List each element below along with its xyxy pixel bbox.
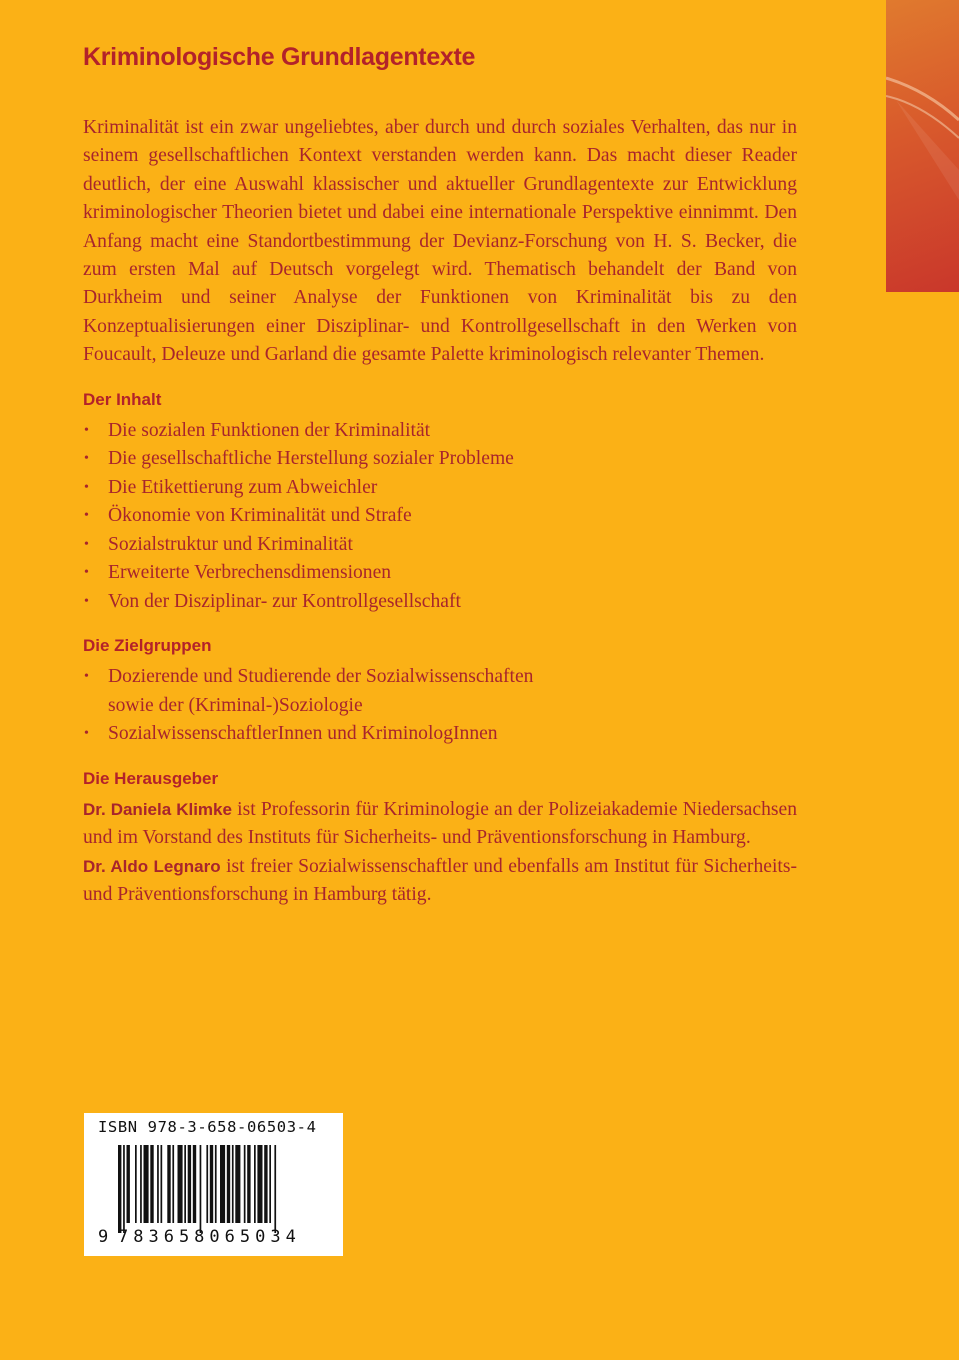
- barcode-bar: [235, 1145, 240, 1223]
- barcode-bar: [150, 1145, 153, 1223]
- barcode-bar: [232, 1145, 234, 1223]
- editor-name: Dr. Aldo Legnaro: [83, 856, 221, 876]
- barcode-bar: [123, 1145, 125, 1233]
- list-item: • Erweiterte Verbrechensdimensionen: [83, 559, 797, 588]
- isbn-label: ISBN 978-3-658-06503-4: [98, 1118, 317, 1136]
- list-item: • Dozierende und Studierende der Sozialwissenschaften: [83, 663, 797, 692]
- list-item-continuation: sowie der (Kriminal-)Soziologie: [108, 694, 363, 716]
- bullet-icon: •: [84, 669, 89, 685]
- barcode-bar: [178, 1145, 183, 1223]
- barcode-bar: [184, 1145, 186, 1223]
- zielgruppen-heading: Die Zielgruppen: [83, 636, 212, 656]
- bullet-icon: •: [84, 565, 89, 581]
- herausgeber-heading: Die Herausgeber: [83, 768, 219, 788]
- list-item: • Die sozialen Funktionen der Kriminalität: [83, 417, 797, 446]
- barcode-bar: [172, 1145, 174, 1223]
- list-item: • Von der Disziplinar- zur Kontrollgesellschaft: [83, 588, 797, 617]
- editor-bio-klimke: Dr. Daniela Klimke ist Professorin für Kriminologie an der Polizeiakademie Niedersachsen und im Vorstand des Instituts für Sicherheits- und Präventionsforschung in Hamburg.: [83, 798, 797, 849]
- barcode-bar: [210, 1145, 213, 1223]
- barcode-bar: [200, 1145, 202, 1233]
- list-item: • Sozialstruktur und Kriminalität: [83, 531, 797, 560]
- barcode-bar: [247, 1145, 250, 1223]
- list-item: • Die Etikettierung zum Abweichler: [83, 474, 797, 503]
- barcode-bar: [193, 1145, 196, 1223]
- barcode-bar: [244, 1145, 246, 1223]
- bullet-icon: •: [84, 508, 89, 524]
- bullet-icon: •: [84, 451, 89, 467]
- barcode-bar: [264, 1145, 267, 1223]
- isbn-barcode-box: [84, 1113, 343, 1256]
- barcode-bar: [269, 1145, 271, 1223]
- intro-paragraph: Kriminalität ist ein zwar ungeliebtes, aber durch und durch soziales Verhalten, das nur in seinem gesellschaftlichen Kontext verstanden werden kann. Das macht dieser Reader deutlich, der eine Auswahl klassischer und aktueller Grundlagentexte zur Entwicklung kriminologischer Theorien bietet und dabei eine internationale Perspektive einnimmt. Den Anfang macht eine Standortbestimmung der Devianz-Forschung von H. S. Becker, die zum ersten Mal auf Deutsch vorgelegt wird. Thematisch behandelt der Band von Durkheim und seiner Analyse der Funktionen von Kriminalität bis zu den Konzeptualisierungen einer Disziplinar- und Kontrollgesellschaft in den Werken von Foucault, Deleuze und Garland die gesamte Palette kriminologisch relevanter Themen.: [83, 117, 797, 366]
- bullet-icon: •: [84, 479, 89, 495]
- barcode-bar: [254, 1145, 256, 1223]
- editor-name: Dr. Daniela Klimke: [83, 799, 232, 819]
- barcode-bar: [220, 1145, 225, 1223]
- barcode-bar: [215, 1145, 217, 1223]
- ean-digits: 783658065034: [118, 1227, 301, 1247]
- barcode-bar: [227, 1145, 230, 1223]
- bullet-icon: •: [84, 593, 89, 609]
- bullet-icon: •: [84, 536, 89, 552]
- back-cover-text: [83, 40, 797, 910]
- barcode-bar: [188, 1145, 191, 1223]
- editor-bio-legnaro: Dr. Aldo Legnaro ist freier Sozialwissenschaftler und ebenfalls am Institut für Sicherheits- und Präventionsforschung in Hamburg tätig.: [83, 855, 797, 906]
- inhalt-list: [83, 417, 797, 617]
- barcode-bar: [157, 1145, 159, 1223]
- list-item: • Ökonomie von Kriminalität und Strafe: [83, 502, 797, 531]
- bullet-icon: •: [84, 726, 89, 742]
- barcode-bar: [167, 1145, 170, 1223]
- corner-accent-graphic: [886, 0, 959, 292]
- list-item: • SozialwissenschaftlerInnen und KriminologInnen: [83, 720, 797, 749]
- barcode-bar: [257, 1145, 262, 1223]
- barcode-bar: [144, 1145, 149, 1223]
- zielgruppen-list: [83, 663, 797, 749]
- ean-first-digit: 9: [98, 1227, 109, 1247]
- barcode-bar: [127, 1145, 130, 1223]
- inhalt-heading: Der Inhalt: [83, 389, 162, 409]
- barcode-bar: [140, 1145, 142, 1223]
- barcode-bar: [274, 1145, 276, 1233]
- bullet-icon: •: [84, 422, 89, 438]
- barcode-bar: [135, 1145, 137, 1223]
- barcode-bar: [206, 1145, 208, 1223]
- barcode: [118, 1145, 326, 1235]
- barcode-bar: [161, 1145, 163, 1223]
- list-item: • Die gesellschaftliche Herstellung sozialer Probleme: [83, 445, 797, 474]
- book-title: Kriminologische Grundlagentexte: [83, 43, 476, 71]
- barcode-bar: [118, 1145, 121, 1233]
